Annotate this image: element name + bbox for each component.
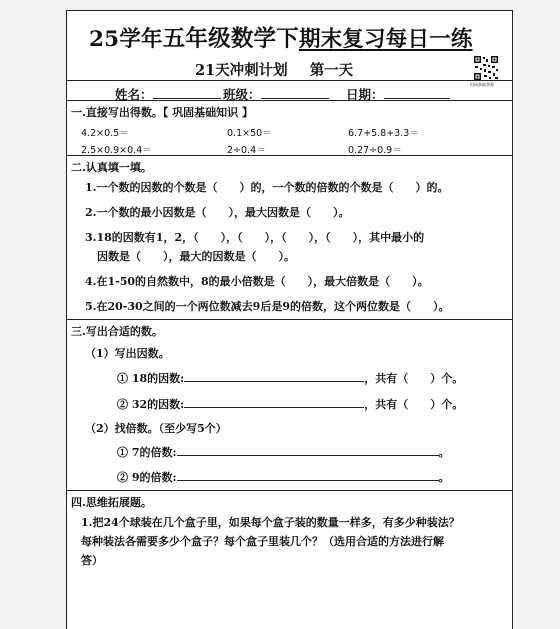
divider (67, 80, 512, 81)
calc-item: 6.7+5.8+3.3＝ (348, 128, 419, 139)
name-field[interactable]: 姓名： (115, 85, 221, 103)
word-problem-line: 答） (81, 554, 103, 567)
fill-question-3-cont: 因数是（ ），最大的因数是（ ）。 (97, 250, 295, 263)
subtitle (195, 59, 353, 80)
factors-subheading: （1）写出因数。 (85, 347, 170, 360)
title-year: 25学年 (89, 27, 163, 52)
word-problem-line: 每种装法各需要多少个盒子？每个盒子里装几个？（选用合适的方法进行解 (81, 535, 444, 548)
divider (67, 319, 512, 320)
fill-question-4: 4.在1-50的自然数中，8的最小倍数是（ ），最大倍数是（ ）。 (85, 275, 429, 288)
calc-item: 4.2×0.5＝ (81, 128, 129, 139)
section2-heading: 二.认真填一填。 (71, 161, 152, 174)
fill-question-5: 5.在20-30之间的一个两位数减去9后是9的倍数，这个两位数是（ ）。 (85, 300, 450, 313)
calc-item: 0.1×50＝ (227, 128, 272, 139)
calc-item: 2.5×0.9×0.4＝ (81, 145, 152, 156)
section4-heading: 四.思维拓展题。 (71, 496, 152, 509)
qr-code (473, 55, 499, 81)
divider (67, 100, 512, 101)
multiples-subheading: （2）找倍数。（至少写5个） (85, 422, 227, 435)
date-field[interactable]: 日期： (346, 85, 450, 103)
subtitle-day: 第一天 (309, 62, 354, 79)
title-grade: 五年级数学下 (162, 26, 299, 52)
worksheet (66, 10, 513, 629)
multiples-7-line[interactable]: ① 7的倍数: 。 (117, 446, 450, 459)
class-field[interactable]: 班级： (223, 85, 329, 103)
factors-32-line[interactable]: ② 32的因数: ，共有（ ）个。 (117, 398, 464, 411)
title-review: 期末复习每日一练 (298, 27, 473, 52)
fill-question-2: 2.一个数的最小因数是（ ），最大因数是（ ）。 (85, 206, 350, 219)
worksheet-title (89, 21, 473, 53)
qr-caption: 扫码获取答案 (470, 82, 494, 87)
multiples-9-line[interactable]: ② 9的倍数: 。 (117, 471, 450, 484)
fill-question-1: 1.一个数的因数的个数是（ ）的，一个数的倍数的个数是（ ）的。 (85, 181, 449, 194)
word-problem-line: 1.把24个球装在几个盒子里，如果每个盒子装的数量一样多，有多少种装法？ (81, 516, 460, 529)
calc-item: 2÷0.4＝ (227, 145, 266, 156)
section1-heading: 一.直接写出得数。【 巩固基础知识 】 (71, 106, 253, 119)
fill-question-3: 3.18的因数有1，2，（ ），（ ），（ ），（ ），其中最小的 (85, 231, 425, 244)
calc-item: 0.27÷0.9＝ (348, 145, 402, 156)
divider (67, 490, 512, 491)
subtitle-plan: 21天冲刺计划 (195, 62, 288, 79)
section3-heading: 三.写出合适的数。 (71, 325, 163, 338)
factors-18-line[interactable]: ① 18的因数: ，共有（ ）个。 (117, 372, 464, 385)
divider (67, 155, 512, 156)
